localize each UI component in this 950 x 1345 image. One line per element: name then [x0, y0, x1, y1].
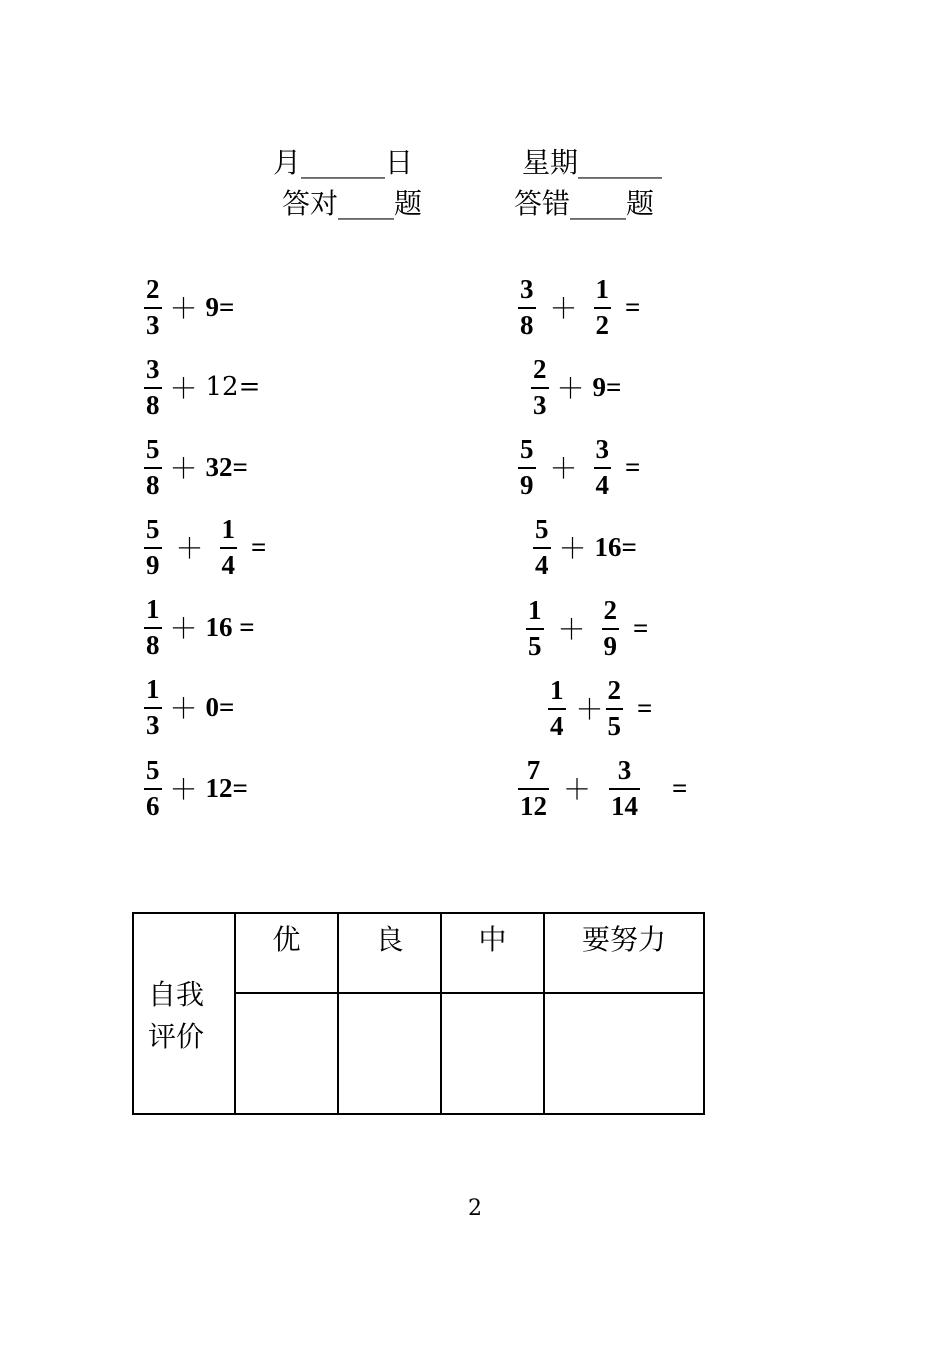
- fraction: [609, 754, 640, 821]
- fraction-bar: [602, 628, 620, 630]
- level-needs-effort-cell[interactable]: [544, 993, 704, 1114]
- denominator: 9: [146, 549, 160, 580]
- equals-sign: =: [251, 531, 267, 562]
- addend: 12: [205, 772, 233, 803]
- numerator: 5: [535, 513, 549, 544]
- level-excellent-cell[interactable]: [235, 993, 338, 1114]
- denominator: 14: [611, 790, 639, 821]
- problem-right-4: [533, 512, 637, 582]
- numerator: 1: [550, 674, 564, 705]
- fraction-bar: [594, 467, 612, 469]
- fraction: [144, 353, 162, 420]
- denominator: 6: [146, 790, 160, 821]
- numerator: 3: [595, 433, 610, 464]
- numerator: 5: [520, 433, 534, 464]
- correct-count: 答对____题: [282, 187, 423, 220]
- equals-sign: =: [672, 772, 688, 803]
- addend: 16: [205, 611, 233, 642]
- denominator: 8: [146, 629, 160, 660]
- fraction: [144, 513, 162, 580]
- plus-sign: ＋: [169, 452, 198, 485]
- plus-sign: ＋: [558, 532, 587, 565]
- numerator: 2: [533, 353, 547, 384]
- level-average-cell[interactable]: [441, 993, 544, 1114]
- level-good-header: 良: [338, 913, 441, 993]
- fraction-bar: [594, 307, 612, 309]
- denominator: 12: [520, 790, 547, 821]
- equals-sign: =: [633, 612, 649, 643]
- fraction: [518, 754, 549, 821]
- fraction-bar: [526, 628, 544, 630]
- fraction: [548, 674, 566, 741]
- fraction-bar: [220, 547, 238, 549]
- numerator: 3: [617, 754, 632, 785]
- problem-right-6: [548, 673, 652, 743]
- denominator: 4: [221, 549, 236, 580]
- plus-sign: ＋: [169, 692, 198, 725]
- problem-left-6: [144, 672, 234, 742]
- fraction-bar: [533, 547, 551, 549]
- self-evaluation-label: [133, 913, 235, 1114]
- numerator: 1: [146, 673, 160, 704]
- denominator: 8: [146, 389, 160, 420]
- plus-sign: ＋: [169, 612, 198, 645]
- equals-sign: =: [637, 692, 653, 723]
- numerator: 7: [526, 754, 541, 785]
- addend: 0: [205, 691, 220, 722]
- self-evaluation-label-line2: 评价: [148, 1019, 205, 1053]
- numerator: 2: [607, 674, 622, 705]
- denominator: 5: [528, 630, 542, 661]
- fraction-bar: [144, 627, 162, 629]
- equals-sign: =: [232, 611, 255, 642]
- fraction: [220, 513, 238, 580]
- equals-sign: =: [232, 772, 248, 803]
- fraction-bar: [144, 467, 162, 469]
- numerator: 1: [146, 593, 160, 624]
- equals-sign: =: [606, 371, 622, 402]
- denominator: 4: [595, 469, 610, 500]
- fraction-bar: [609, 788, 640, 790]
- problem-right-7: [518, 753, 687, 823]
- fraction: [594, 273, 612, 340]
- plus-sign: ＋: [557, 613, 586, 646]
- addend: 9: [592, 371, 607, 402]
- numerator: 2: [603, 594, 618, 625]
- numerator: 3: [520, 273, 534, 304]
- fraction-bar: [531, 387, 549, 389]
- denominator: 9: [603, 630, 618, 661]
- plus-sign: ＋: [549, 292, 578, 325]
- plus-sign: ＋: [169, 372, 198, 405]
- problem-left-1: [144, 272, 234, 342]
- addend: 16: [594, 531, 622, 562]
- fraction: [594, 433, 612, 500]
- numerator: 5: [146, 513, 160, 544]
- fraction: [602, 594, 620, 661]
- plus-sign: ＋: [563, 773, 592, 806]
- fraction: [606, 674, 624, 741]
- denominator: 8: [146, 469, 160, 500]
- fraction-bar: [144, 788, 162, 790]
- level-needs-effort-header: 要努力: [544, 913, 704, 993]
- fraction: [144, 433, 162, 500]
- plus-sign: ＋: [549, 452, 578, 485]
- fraction-bar: [144, 707, 162, 709]
- numerator: 5: [146, 433, 160, 464]
- fraction: [144, 593, 162, 660]
- fraction-bar: [548, 708, 566, 710]
- denominator: 3: [533, 389, 547, 420]
- plus-sign: ＋: [175, 532, 204, 565]
- fraction: [518, 273, 536, 340]
- addend: 9: [205, 291, 220, 322]
- fraction: [144, 754, 162, 821]
- denominator: 2: [595, 309, 610, 340]
- equals-sign: =: [238, 372, 261, 402]
- problem-left-4: [144, 512, 266, 582]
- plus-sign: ＋: [169, 292, 198, 325]
- problem-left-2: [144, 352, 260, 422]
- fraction-bar: [518, 467, 536, 469]
- problem-right-1: [518, 272, 640, 342]
- date-weekday: 星期______: [522, 146, 663, 179]
- numerator: 1: [221, 513, 236, 544]
- numerator: 1: [595, 273, 610, 304]
- fraction-bar: [144, 307, 162, 309]
- problem-right-5: [526, 593, 648, 663]
- fraction: [526, 594, 544, 661]
- problem-left-7: [144, 753, 248, 823]
- fraction-bar: [606, 708, 624, 710]
- addend: 12: [205, 372, 239, 402]
- fraction: [531, 353, 549, 420]
- fraction-bar: [144, 387, 162, 389]
- level-excellent-header: 优: [235, 913, 338, 993]
- problem-left-5: [144, 592, 255, 662]
- equals-sign: =: [232, 451, 248, 482]
- fraction-bar: [144, 547, 162, 549]
- wrong-count: 答错____题: [514, 187, 655, 220]
- self-evaluation-label-line1: 自我: [148, 977, 205, 1011]
- fraction-bar: [518, 788, 549, 790]
- denominator: 4: [550, 710, 564, 741]
- equals-sign: =: [621, 531, 637, 562]
- addend: 32: [205, 451, 233, 482]
- self-evaluation-table: [132, 912, 705, 1115]
- fraction: [144, 673, 162, 740]
- numerator: 2: [146, 273, 160, 304]
- problem-right-3: [518, 432, 640, 502]
- date-month-day: 月______日: [273, 146, 414, 179]
- plus-sign: ＋: [575, 693, 604, 726]
- denominator: 5: [607, 710, 622, 741]
- fraction: [533, 513, 551, 580]
- fraction: [144, 273, 162, 340]
- denominator: 4: [535, 549, 549, 580]
- numerator: 1: [528, 594, 542, 625]
- equals-sign: =: [625, 291, 641, 322]
- denominator: 3: [146, 309, 160, 340]
- numerator: 5: [146, 754, 160, 785]
- problem-left-3: [144, 432, 248, 502]
- equals-sign: =: [219, 291, 235, 322]
- level-average-header: 中: [441, 913, 544, 993]
- problem-right-2: [531, 352, 621, 422]
- denominator: 9: [520, 469, 534, 500]
- equals-sign: =: [625, 451, 641, 482]
- denominator: 8: [520, 309, 534, 340]
- plus-sign: ＋: [169, 773, 198, 806]
- equals-sign: =: [219, 691, 235, 722]
- denominator: 3: [146, 709, 160, 740]
- numerator: 3: [146, 353, 160, 384]
- fraction: [518, 433, 536, 500]
- level-good-cell[interactable]: [338, 993, 441, 1114]
- plus-sign: ＋: [556, 372, 585, 405]
- fraction-bar: [518, 307, 536, 309]
- page-number: 2: [468, 1196, 482, 1221]
